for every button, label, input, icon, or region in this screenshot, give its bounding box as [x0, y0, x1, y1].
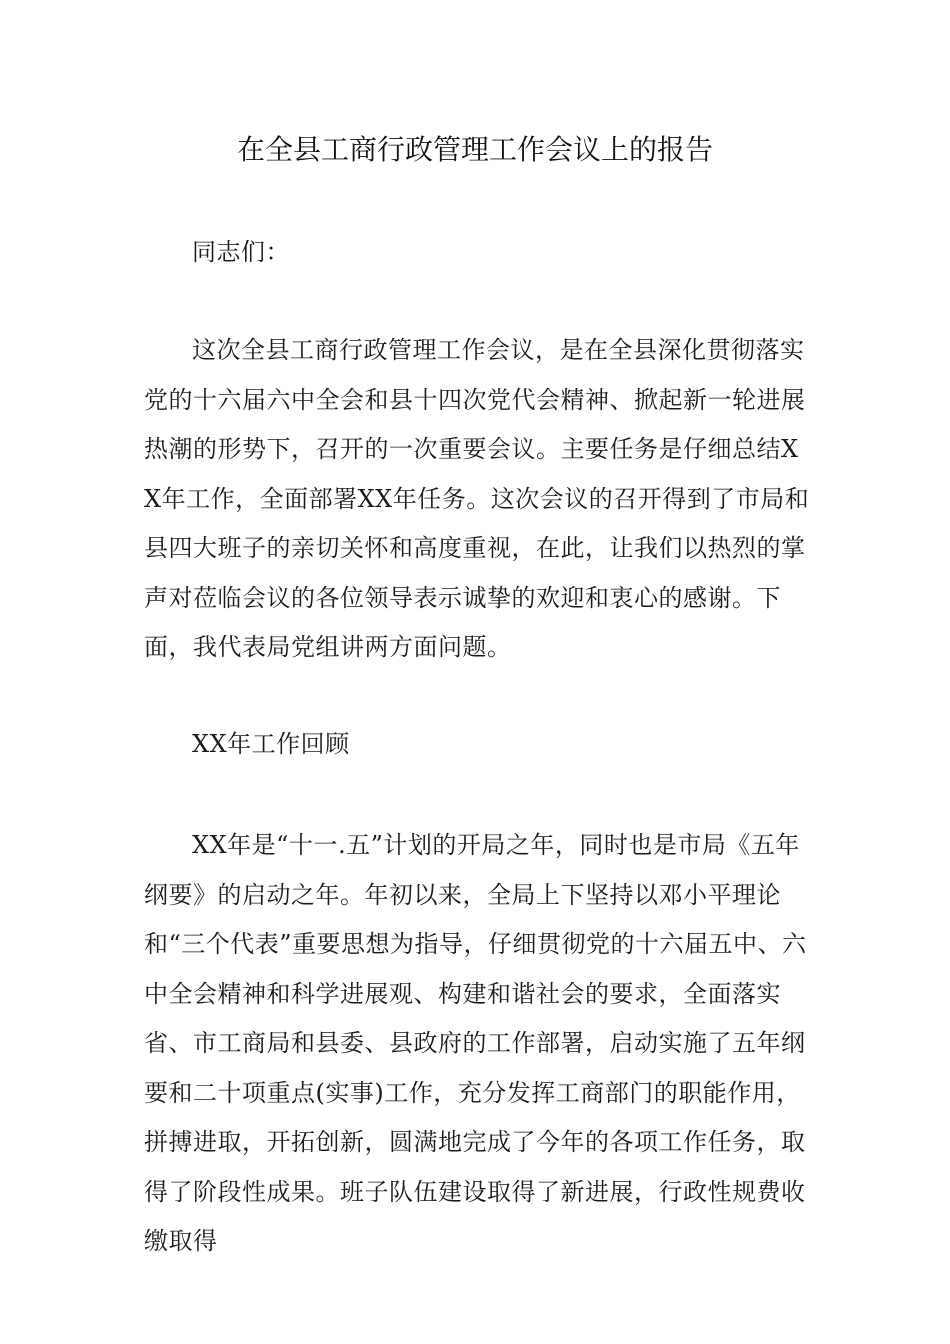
paragraph: 这次全县工商行政管理工作会议，是在全县深化贯彻落实党的十六届六中全会和县十四次党代会精神、掀起新一轮进展热潮的形势下，召开的一次重要会议。主要任务是仔细总结XX年工作，全面部署XX年任务。这次会议的召开得到了市局和县四大班子的亲切关怀和高度重视，在此，让我们以热烈的掌声对莅临会议的各位领导表示诚挚的欢迎和衷心的感谢。下面，我代表局党组讲两方面问题。: [144, 336, 810, 661]
paragraph: XX年是“十一.五”计划的开局之年，同时也是市局《五年纲要》的启动之年。年初以来，全局上下坚持以邓小平理论和“三个代表”重要思想为指导，仔细贯彻党的十六届五中、六中全会精神和科学进展观、构建和谐社会的要求，全面落实省、市工商局和县委、县政府的工作部署，启动实施了五年纲要和二十项重点(实事)工作，充分发挥工商部门的职能作用，拼搏进取，开拓创新，圆满地完成了今年的各项工作任务，取得了阶段性成果。班子队伍建设取得了新进展，行政性规费收缴取得: [144, 831, 807, 1255]
salutation: 同志们：: [192, 238, 290, 266]
document-title: 在全县工商行政管理工作会议上的报告: [236, 133, 713, 166]
section-heading: XX年工作回顾: [192, 730, 350, 758]
